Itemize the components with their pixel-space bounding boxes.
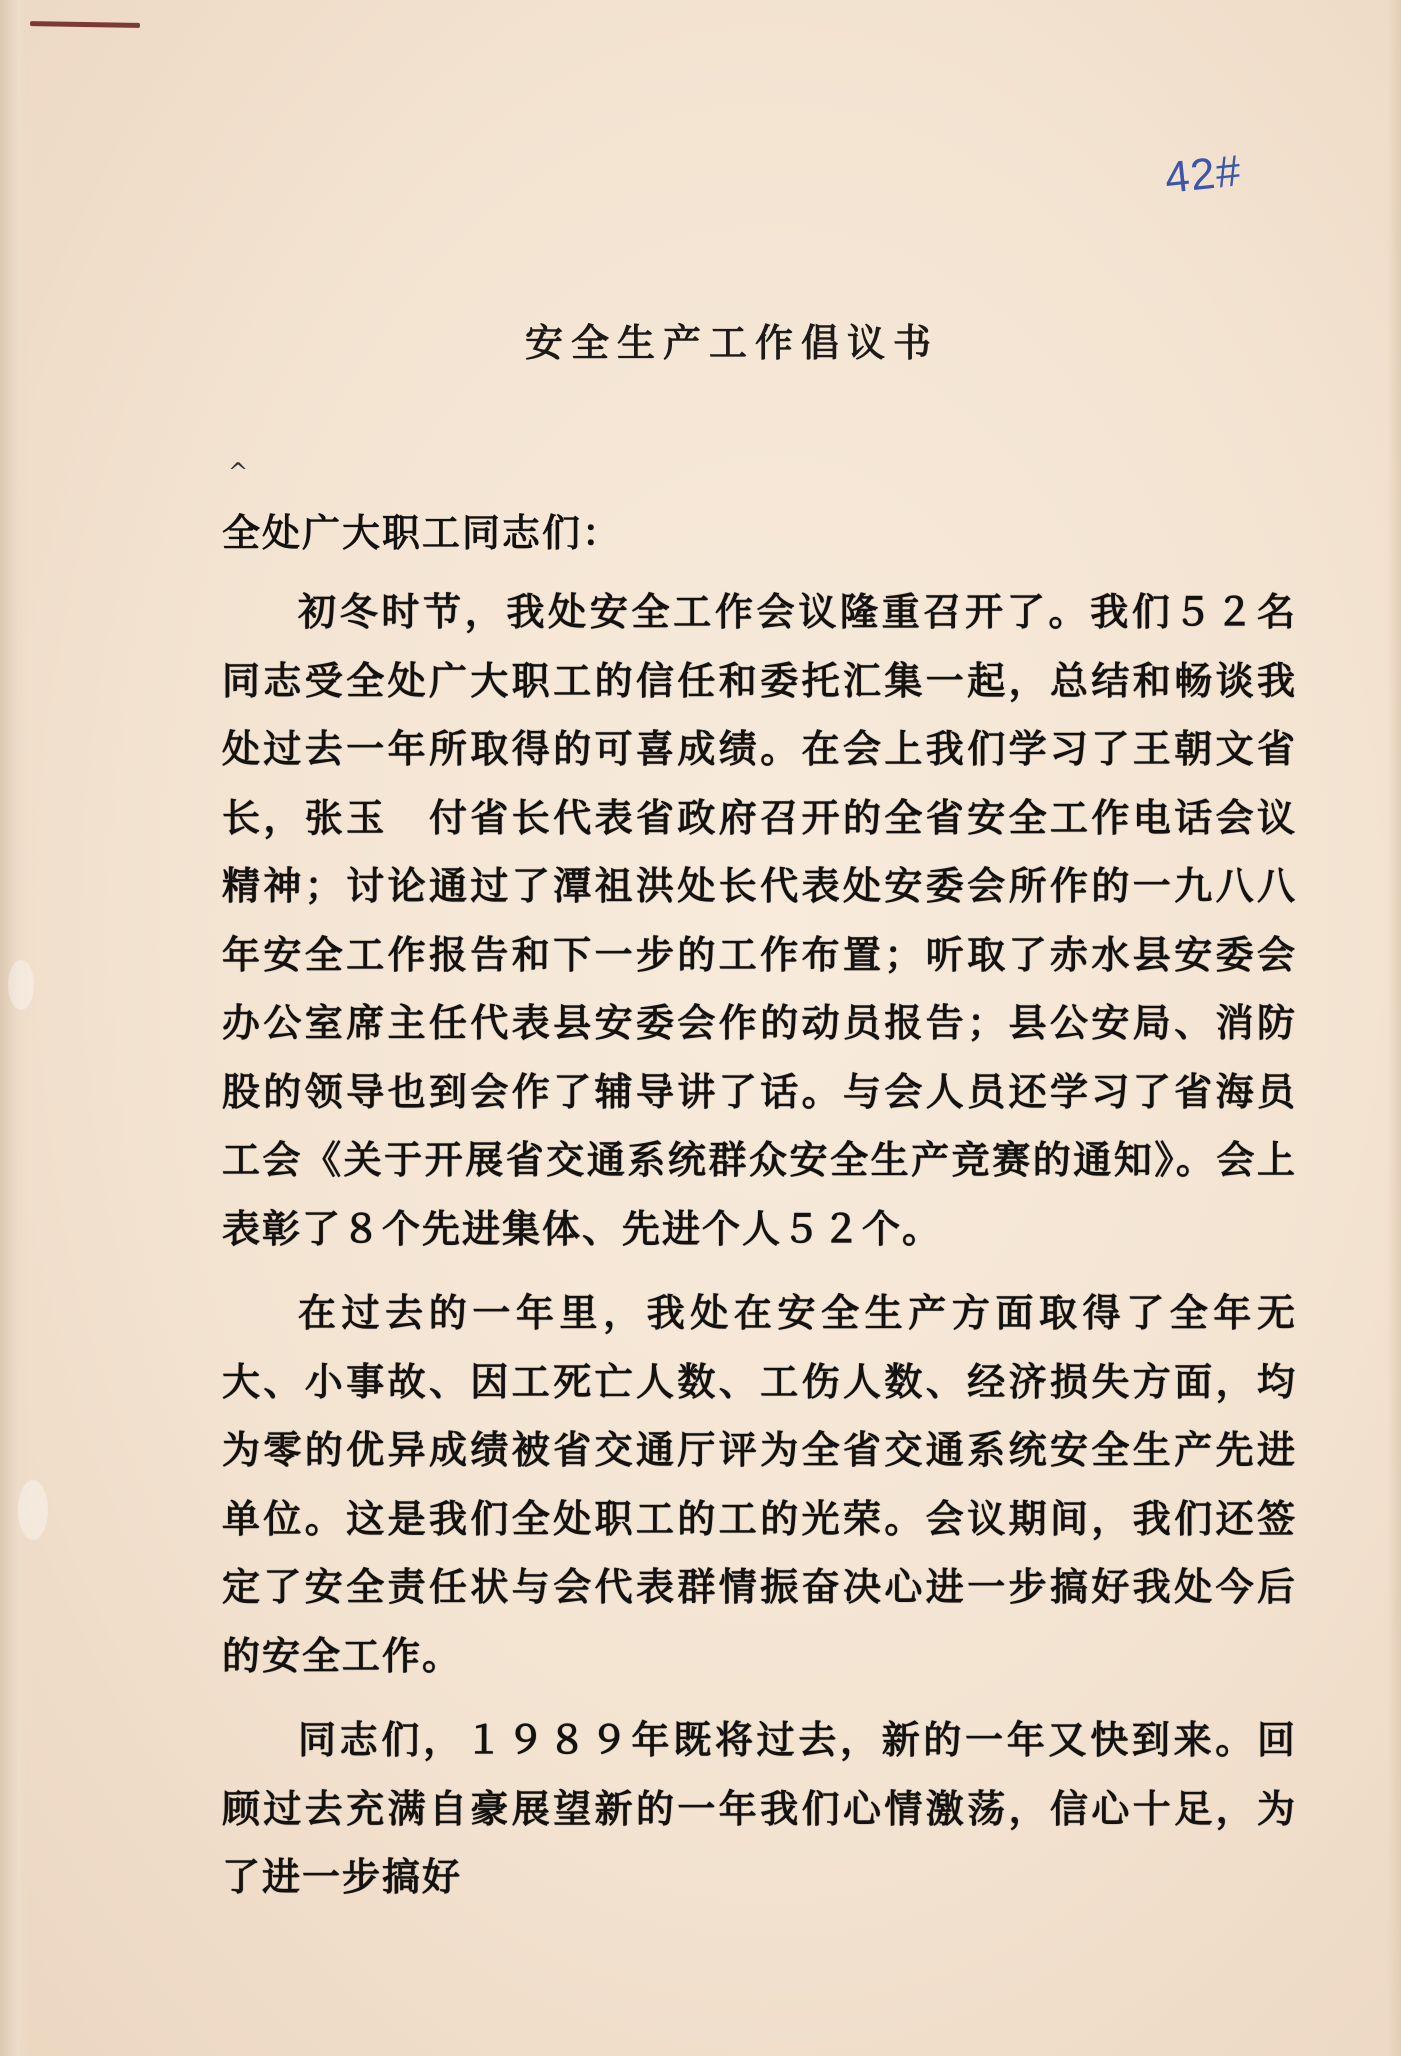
paragraph-2: 在过去的一年里，我处在安全生产方面取得了全年无大、小事故、因工死亡人数、工伤人数、经济损失方面，均为零的优异成绩被省交通厅评为全省交通系统安全生产先进单位。这是我们全处职工的工的光荣。会议期间，我们还签定了安全责任状与会代表群情振奋决心进一步搞好我处今后的安全工作。 (222, 1290, 1297, 1678)
binding-edge (0, 0, 30, 2056)
insertion-mark: ^ (228, 458, 249, 486)
handwritten-page-number: 42# (1162, 146, 1244, 203)
paper-stain (8, 960, 34, 1010)
page-edge-shadow (1387, 0, 1401, 2056)
binding-mark (30, 21, 140, 28)
paragraph-1: 初冬时节，我处安全工作会议隆重召开了。我们５２名同志受全处广大职工的信任和委托汇集一起，总结和畅谈我处过去一年所取得的可喜成绩。在会上我们学习了王朝文省长，张玉 付省长代表省政府召开的全省安全工作电话会议精神；讨论通过了潭祖洪处长代表处安委会所作的一九八八年安全工作报告和下一步的工作布置；听取了赤水县安委会办公室席主任代表县安委会作的动员报告；县公安局、消防股的领导也到会作了辅导讲了话。与会人员还学习了省海员工会《关于开展省交通系统群众安全生产竞赛的通知》。会上表彰了８个先进集体、先进个人５２个。 (222, 589, 1297, 1251)
paper-stain (18, 1480, 48, 1540)
paragraph-3: 同志们，１９８９年既将过去，新的一年又快到来。回顾过去充满自豪展望新的一年我们心情激荡，信心十足，为了进一步搞好 (222, 1717, 1297, 1899)
body-text (222, 578, 1297, 1928)
salutation: 全处广大职工同志们： (222, 510, 623, 555)
document-title: 安全生产工作倡议书 (525, 320, 940, 365)
